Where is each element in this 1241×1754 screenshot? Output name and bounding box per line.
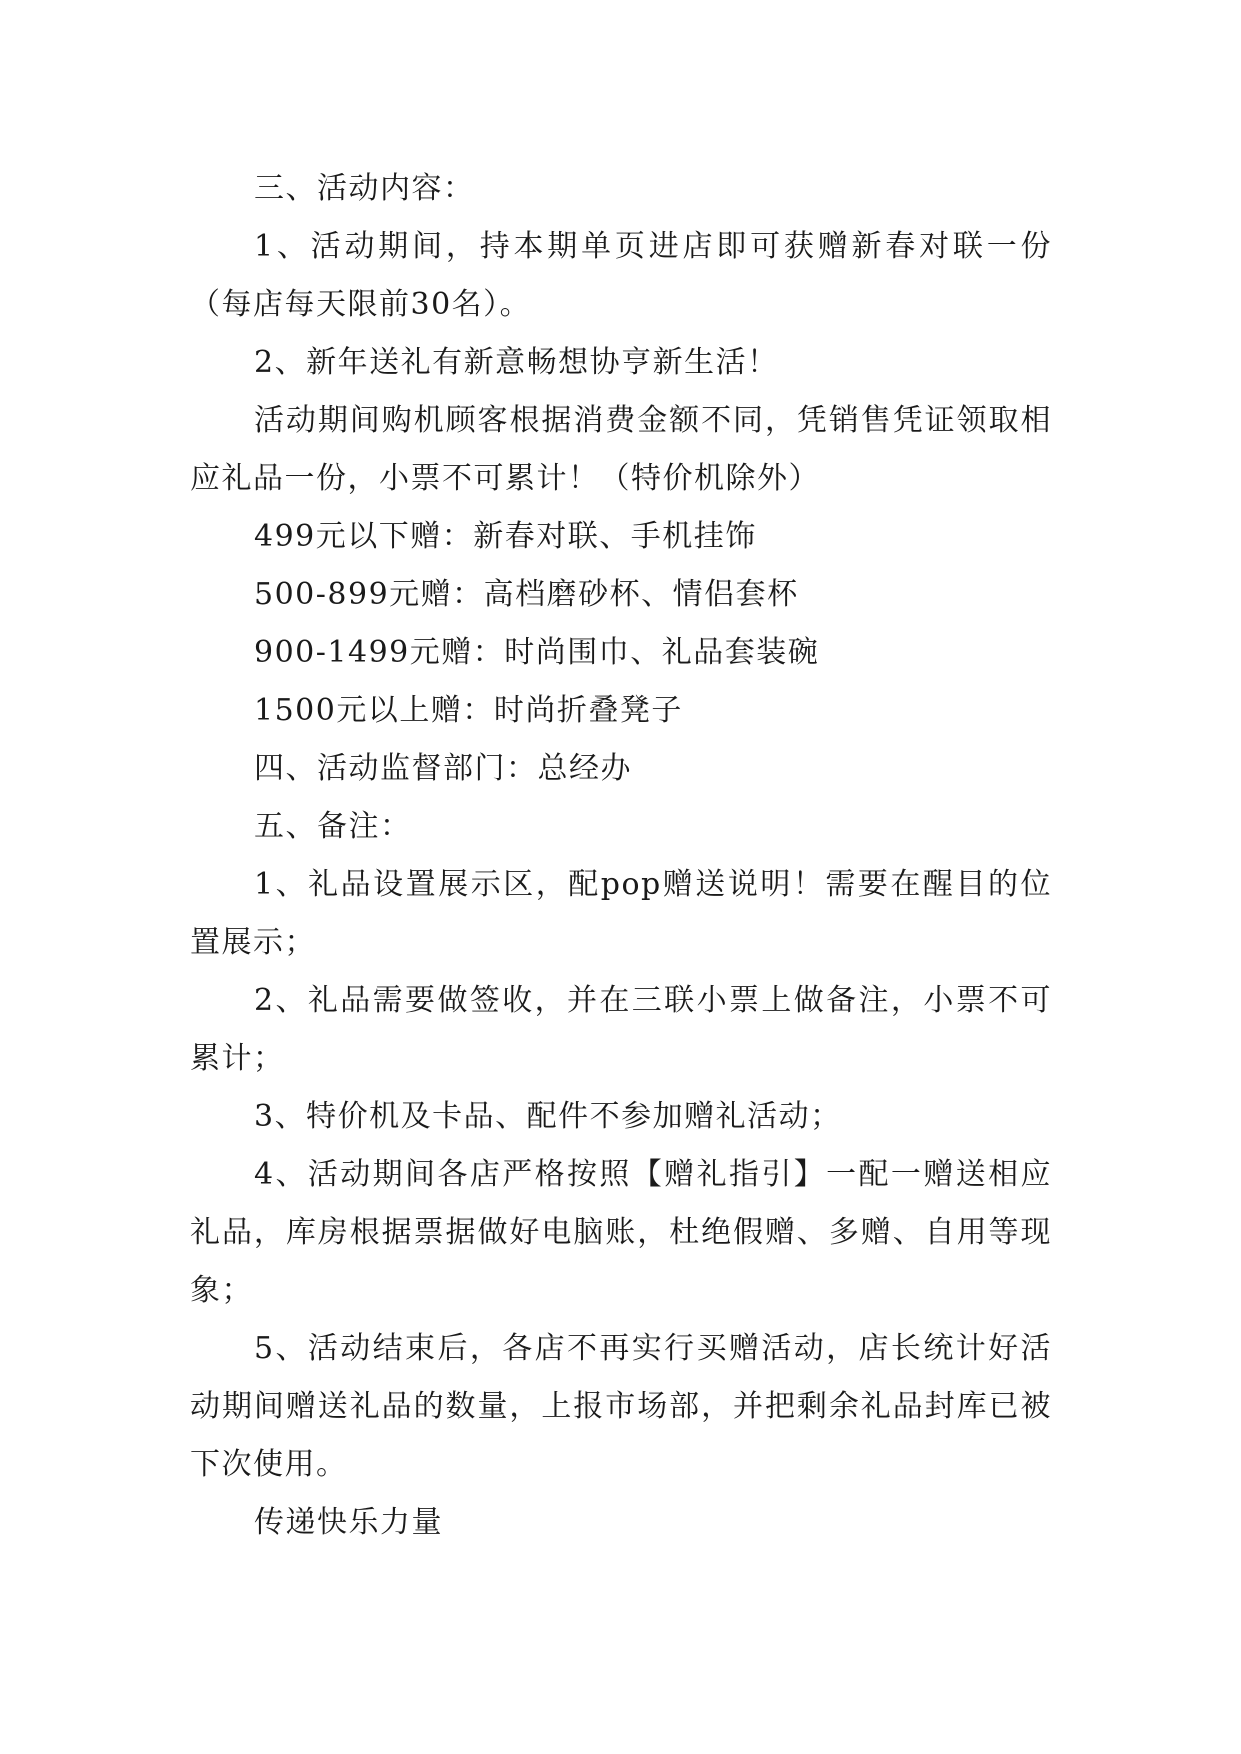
gift-tier-500-899: 500-899元赠：高档磨砂杯、情侣套杯 xyxy=(254,577,799,612)
note-item-1: 1、礼品设置展示区，配pop赠送说明！需要在醒目的位置展示； xyxy=(190,867,1052,960)
section-heading-supervision: 四、活动监督部门：总经办 xyxy=(254,751,632,786)
note-item-4: 4、活动期间各店严格按照【赠礼指引】一配一赠送相应礼品，库房根据票据做好电脑账，杜绝假赠、多赠、自用等现象； xyxy=(190,1157,1052,1308)
gift-tier-under-499: 499元以下赠：新春对联、手机挂饰 xyxy=(254,519,757,554)
note-item-5: 5、活动结束后，各店不再实行买赠活动，店长统计好活动期间赠送礼品的数量，上报市场部，并把剩余礼品封库已被下次使用。 xyxy=(190,1331,1052,1482)
gift-tier-over-1500: 1500元以上赠：时尚折叠凳子 xyxy=(254,693,683,728)
gift-tier-900-1499: 900-1499元赠：时尚围巾、礼品套装碗 xyxy=(254,635,820,670)
paragraph-gift-rules: 活动期间购机顾客根据消费金额不同，凭销售凭证领取相应礼品一份，小票不可累计！（特价机除外） xyxy=(190,403,1052,496)
section-heading-notes: 五、备注： xyxy=(254,809,412,844)
note-item-3: 3、特价机及卡品、配件不参加赠礼活动； xyxy=(254,1099,842,1134)
closing-heading: 传递快乐力量 xyxy=(254,1505,443,1540)
note-item-2: 2、礼品需要做签收，并在三联小票上做备注，小票不可累计； xyxy=(190,983,1052,1076)
section-heading-activity-content: 三、活动内容： xyxy=(254,171,475,206)
document-body xyxy=(190,160,1052,1552)
paragraph-item-1-couplet: 1、活动期间，持本期单页进店即可获赠新春对联一份（每店每天限前30名）。 xyxy=(190,229,1052,322)
paragraph-item-2-new-year-gift: 2、新年送礼有新意畅想协亨新生活！ xyxy=(254,345,779,380)
